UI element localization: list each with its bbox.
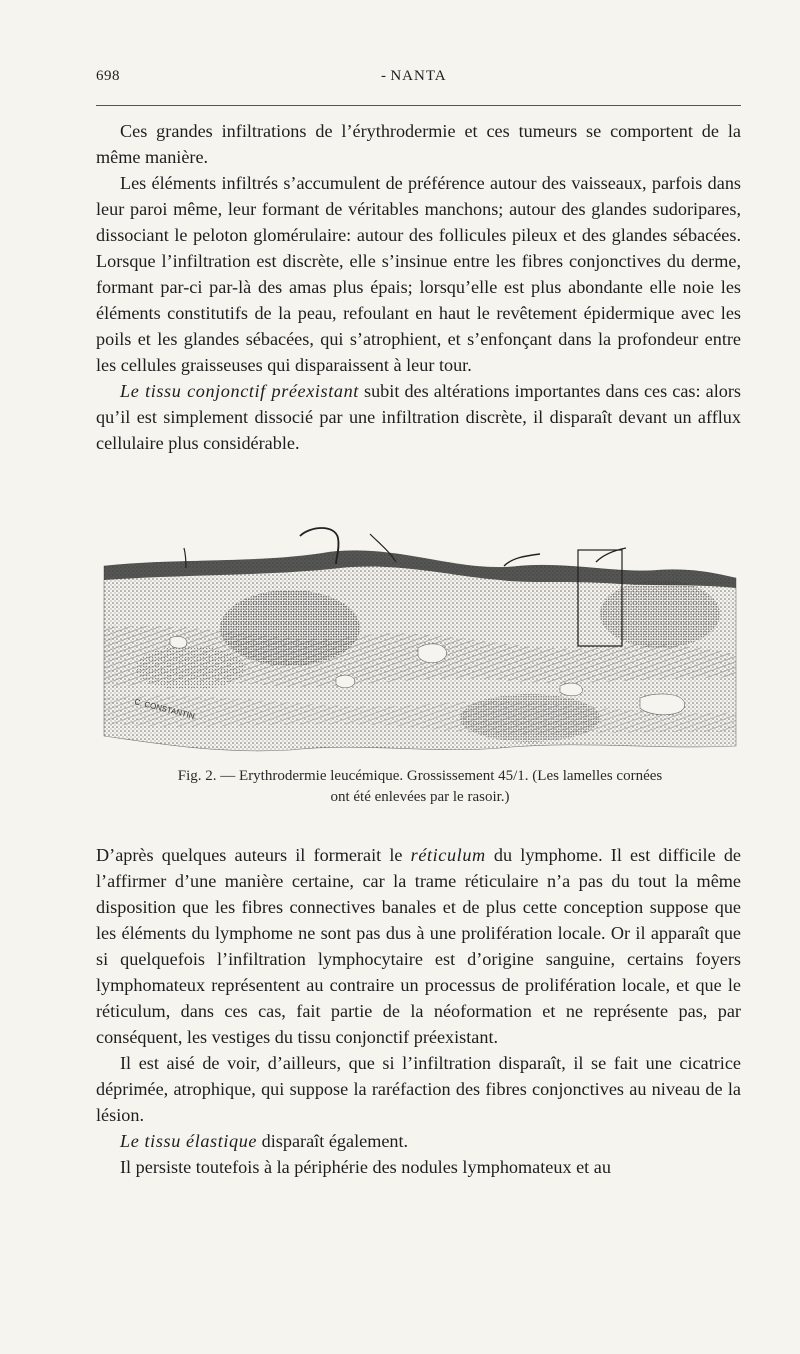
caption-line: Fig. 2. — Erythrodermie leucémique. Grossissement 45/1. (Les lamelles cornées [177,768,663,784]
header-rule [96,105,741,106]
vessel-cavity [336,675,355,688]
paragraph: Il est aisé de voir, d’ailleurs, que si l’infiltration disparaît, il se fait une cicatrice déprimée, atrophique, qui suppose la raréfaction des fibres conjonctives au niveau de la lésion. [96,1053,741,1125]
paragraph-text: subit des altérations importantes dans ces cas: alors qu’il est simplement dissocié par une infiltration discrète, il disparaît devant un afflux cellulaire plus considérable. [96,381,741,453]
lower-text [96,842,741,1180]
paragraph [96,1128,741,1154]
infiltrate-zone [460,694,600,742]
paragraph: Ces grandes infiltrations de l’érythrodermie et ces tumeurs se comportent de la même manière. [96,121,741,167]
figure-caption [100,766,740,808]
histology-illustration [100,518,740,758]
header-separator: - [381,68,387,84]
page-header [96,64,741,90]
paragraph [96,842,741,1050]
infiltrate-zone [600,580,720,648]
running-title: NANTA [390,68,447,84]
histology-figure [100,518,740,758]
upper-text [96,118,741,456]
italic-term: Le tissu conjonctif préexistant [120,381,359,401]
vessel-cavity [640,694,685,715]
artist-signature: C. CONSTANTIN. [133,697,198,722]
infiltrate-zone [220,590,360,666]
vessel-cavity [418,644,447,663]
page-number: 698 [96,68,120,84]
vessel-cavity [560,683,582,696]
vessel-cavity [170,636,187,648]
hair-strand [504,554,540,566]
caption-line: ont été enlevées par le rasoir.) [330,789,510,805]
paragraph-text: disparaît également. [257,1131,409,1151]
italic-term: Le tissu élastique [120,1131,258,1151]
infiltrate-zone [135,646,245,690]
paragraph: Il persiste toutefois à la périphérie des nodules lymphomateux et au [120,1157,611,1177]
paragraph-text: D’après quelques auteurs il formerait le [96,845,411,865]
paragraph-text: du lymphome. Il est difficile de l’affirmer d’une manière certaine, car la trame réticulaire n’a pas du tout la même disposition que les fibres connectives banales et de plus cette conception suppose que les éléments du lymphome ne sont pas dus à une prolifération locale. Or il apparaît que si quelquefois l’infiltration lymphocytaire est d’origine sanguine, certains foyers lymphomateux représentent au contraire un processus de prolifération locale, et que le réticulum, dans ces cas, fait partie de la néoformation et ne représente pas, par conséquent, les vestiges du tissu conjonctif préexistant. [96,845,741,1047]
italic-term: réticulum [410,845,486,865]
paragraph [96,378,741,456]
paragraph: Les éléments infiltrés s’accumulent de préférence autour des vaisseaux, parfois dans leur paroi même, leur formant de véritables manchons; autour des glandes sudoripares, dissociant le peloton glomérulaire: autour des follicules pileux et des glandes sébacées. Lorsque l’infiltration est discrète, elle s’insinue entre les fibres conjonctives du derme, formant par-ci par-là des amas plus épais; lorsqu’elle est plus abondante elle noie les éléments constitutifs de la peau, refoulant en haut le revêtement épidermique avec les poils et les glandes sébacées, qui s’atrophient, et s’enfonçant dans la profondeur entre les cellules graisseuses qui disparaissent à leur tour. [96,173,741,375]
